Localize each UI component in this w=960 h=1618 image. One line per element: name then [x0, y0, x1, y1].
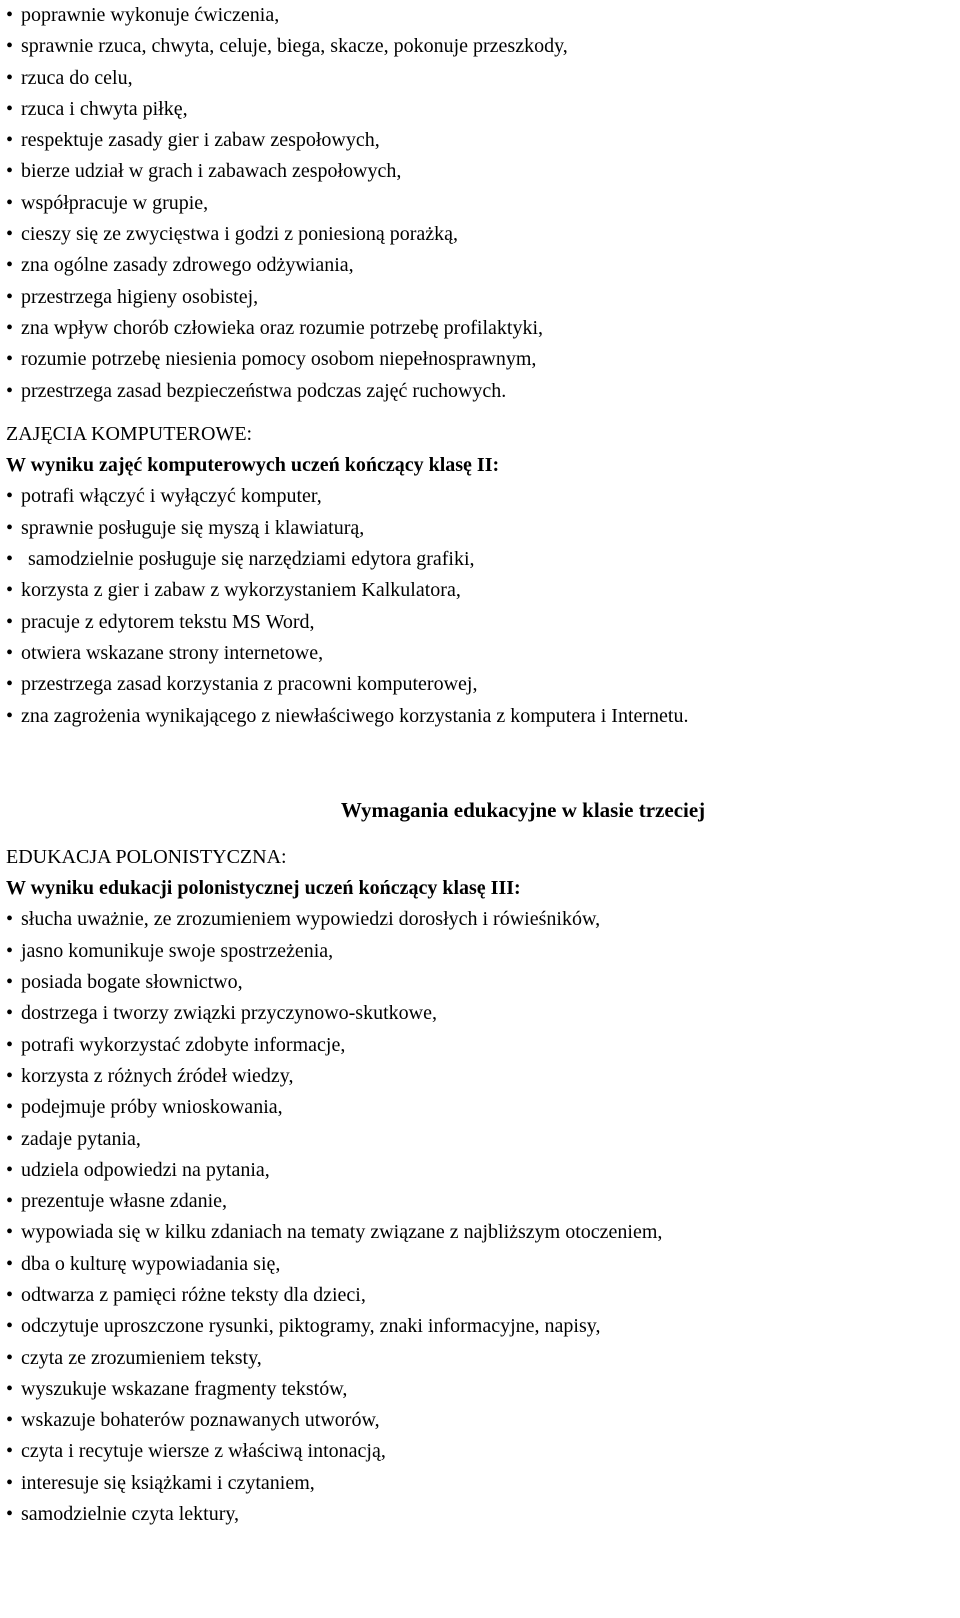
bullet-icon: • [6, 223, 14, 246]
bullet-icon: • [6, 673, 14, 696]
list-item: • współpracuje w grupie, [6, 188, 960, 219]
bullet-icon: • [6, 1127, 14, 1150]
bullet-icon: • [6, 66, 14, 89]
section-subheading: W wyniku edukacji polonistycznej uczeń kończący klasę III: [6, 877, 521, 900]
computer-classes-requirements-list [6, 481, 960, 731]
list-item: • przestrzega zasad bezpieczeństwa podczas zajęć ruchowych. [6, 376, 960, 407]
bullet-icon: • [6, 579, 14, 602]
list-item: • sprawnie posługuje się myszą i klawiaturą, [6, 513, 960, 544]
bullet-icon: • [6, 97, 14, 120]
bullet-icon: • [6, 191, 14, 214]
list-item: • wypowiada się w kilku zdaniach na tematy związane z najbliższym otoczeniem, [6, 1217, 960, 1248]
bullet-icon: • [6, 1315, 14, 1338]
bullet-icon: • [6, 1064, 14, 1087]
list-item: • zadaje pytania, [6, 1124, 960, 1155]
bullet-icon: • [6, 485, 14, 508]
bullet-icon: • [6, 1252, 14, 1275]
polish-education-section [6, 842, 960, 1531]
list-item: • podejmuje próby wnioskowania, [6, 1092, 960, 1123]
list-item: • czyta ze zrozumieniem teksty, [6, 1343, 960, 1374]
list-item: • wyszukuje wskazane fragmenty tekstów, [6, 1374, 960, 1405]
bullet-icon: • [6, 1002, 14, 1025]
list-item: • samodzielnie posługuje się narzędziami edytora grafiki, [6, 544, 960, 575]
list-item: • sprawnie rzuca, chwyta, celuje, biega, skacze, pokonuje przeszkody, [6, 31, 960, 62]
bullet-icon: • [6, 285, 14, 308]
list-item: • słucha uważnie, ze zrozumieniem wypowiedzi dorosłych i rówieśników, [6, 904, 960, 935]
bullet-icon: • [6, 160, 14, 183]
list-item: • dostrzega i tworzy związki przyczynowo-skutkowe, [6, 998, 960, 1029]
polish-education-requirements-list [6, 904, 960, 1530]
bullet-icon: • [6, 1096, 14, 1119]
bullet-icon: • [6, 1503, 14, 1526]
list-item: • rzuca i chwyta piłkę, [6, 94, 960, 125]
list-item: • posiada bogate słownictwo, [6, 967, 960, 998]
list-item: • rozumie potrzebę niesienia pomocy osobom niepełnosprawnym, [6, 344, 960, 375]
bullet-icon: • [6, 1283, 14, 1306]
physical-education-requirements-list [6, 0, 960, 407]
list-item: • korzysta z gier i zabaw z wykorzystaniem Kalkulatora, [6, 575, 960, 606]
bullet-icon: • [6, 1033, 14, 1056]
bullet-icon: • [6, 35, 14, 58]
list-item: • poprawnie wykonuje ćwiczenia, [6, 0, 960, 31]
list-item: • jasno komunikuje swoje spostrzeżenia, [6, 936, 960, 967]
list-item: • otwiera wskazane strony internetowe, [6, 638, 960, 669]
list-item: • interesuje się książkami i czytaniem, [6, 1468, 960, 1499]
bullet-icon: • [6, 4, 14, 26]
bullet-icon: • [6, 254, 14, 277]
list-item: • rzuca do celu, [6, 63, 960, 94]
list-item: • udziela odpowiedzi na pytania, [6, 1155, 960, 1186]
bullet-icon: • [6, 1440, 14, 1463]
list-item: • potrafi włączyć i wyłączyć komputer, [6, 481, 960, 512]
list-item: • samodzielnie czyta lektury, [6, 1499, 960, 1530]
bullet-icon: • [6, 1158, 14, 1181]
bullet-icon: • [6, 129, 14, 152]
list-item: • przestrzega zasad korzystania z pracowni komputerowej, [6, 669, 960, 700]
list-item: • zna ogólne zasady zdrowego odżywiania, [6, 250, 960, 281]
list-item: • odczytuje uproszczone rysunki, piktogramy, znaki informacyjne, napisy, [6, 1311, 960, 1342]
list-item: • odtwarza z pamięci różne teksty dla dzieci, [6, 1280, 960, 1311]
bullet-icon: • [6, 939, 14, 962]
list-item: • wskazuje bohaterów poznawanych utworów, [6, 1405, 960, 1436]
list-item: • potrafi wykorzystać zdobyte informacje, [6, 1030, 960, 1061]
bullet-icon: • [6, 704, 14, 727]
list-item: • prezentuje własne zdanie, [6, 1186, 960, 1217]
list-item: • cieszy się ze zwycięstwa i godzi z poniesioną porażką, [6, 219, 960, 250]
bullet-icon: • [6, 610, 14, 633]
list-item: • dba o kulturę wypowiadania się, [6, 1249, 960, 1280]
computer-classes-section [6, 419, 960, 732]
bullet-icon: • [6, 516, 14, 539]
bullet-icon: • [6, 1346, 14, 1369]
bullet-icon: • [6, 316, 14, 339]
list-item: • respektuje zasady gier i zabaw zespołowych, [6, 125, 960, 156]
section-subheading: W wyniku zajęć komputerowych uczeń kończący klasę II: [6, 454, 500, 477]
bullet-icon: • [6, 1190, 14, 1213]
bullet-icon: • [6, 1471, 14, 1494]
list-item: • przestrzega higieny osobistej, [6, 282, 960, 313]
bullet-icon: • [6, 1221, 14, 1244]
list-item: • zna zagrożenia wynikającego z niewłaściwego korzystania z komputera i Internetu. [6, 701, 960, 732]
list-item: • zna wpływ chorób człowieka oraz rozumie potrzebę profilaktyki, [6, 313, 960, 344]
bullet-icon: • [6, 548, 14, 571]
page-title: Wymagania edukacyjne w klasie trzeciej [340, 797, 706, 822]
section-heading: EDUKACJA POLONISTYCZNA: [6, 845, 287, 868]
list-item: • korzysta z różnych źródeł wiedzy, [6, 1061, 960, 1092]
bullet-icon: • [6, 348, 14, 371]
section-heading: ZAJĘCIA KOMPUTEROWE: [6, 422, 253, 445]
bullet-icon: • [6, 1409, 14, 1432]
list-item: • pracuje z edytorem tekstu MS Word, [6, 607, 960, 638]
bullet-icon: • [6, 379, 14, 402]
bullet-icon: • [6, 971, 14, 994]
bullet-icon: • [6, 908, 14, 931]
bullet-icon: • [6, 641, 14, 664]
bullet-icon: • [6, 1377, 14, 1400]
list-item: • bierze udział w grach i zabawach zespołowych, [6, 156, 960, 187]
list-item: • czyta i recytuje wiersze z właściwą intonacją, [6, 1436, 960, 1467]
